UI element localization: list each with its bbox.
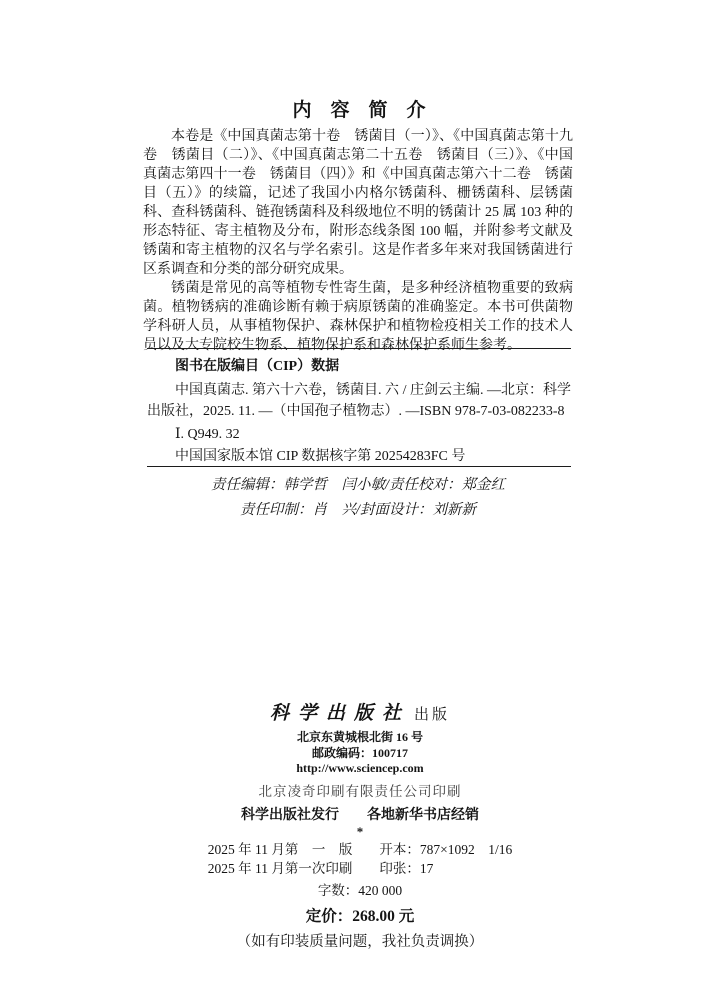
printing-sheets-line: 2025 年 11 月第一次印刷 印张：17 xyxy=(207,860,434,876)
cip-entry: 中国真菌志. 第六十六卷，锈菌目. 六 / 庄剑云主编. —北京：科学出版社，2025. 11. —（中国孢子植物志）. —ISBN 978-7-03-082233-8 xyxy=(147,383,571,419)
publisher-line xyxy=(0,698,720,725)
cip-record-number: 中国国家版本馆 CIP 数据核字第 20254283FC 号 xyxy=(175,449,466,464)
distribution-line: 科学出版社发行 各地新华书店经销 xyxy=(241,807,479,823)
price-line: 定价：268.00 元 xyxy=(305,907,415,925)
edition-format-line: 2025 年 11 月第 一 版 开本：787×1092 1/16 xyxy=(207,841,513,857)
quality-notice: （如有印装质量问题，我社负责调换） xyxy=(236,933,484,950)
printer-line: 北京凌奇印刷有限责任公司印刷 xyxy=(258,783,462,799)
staff-print-design-line: 责任印制：肖 兴/封面设计：刘新新 xyxy=(239,502,477,518)
intro-title: 内 容 简 介 xyxy=(292,100,426,121)
colophon xyxy=(0,698,720,951)
publisher-postcode: 邮政编码：100717 xyxy=(311,745,408,760)
word-count-line: 字数：420 000 xyxy=(317,882,403,898)
intro-paragraph-2: 锈菌是常见的高等植物专性寄生菌，是多种经济植物重要的致病菌。植物锈病的准确诊断有赖于病原锈菌的准确鉴定。本书可供菌物学科研人员，从事植物保护、森林保护和植物检疫相关工作的技术人员以及大专院校生物系、植物保护系和森林保护系师生参考。 xyxy=(143,281,573,353)
publisher-suffix: 出版 xyxy=(414,707,451,723)
cip-heading: 图书在版编目（CIP）数据 xyxy=(175,359,340,374)
publisher-logo-text: 科学出版社 xyxy=(269,703,410,724)
publisher-address: 北京东黄城根北街 16 号 xyxy=(296,730,423,744)
staff-editors-line: 责任编辑：韩学哲 闫小敏/责任校对：郑金红 xyxy=(210,477,506,493)
cip-section xyxy=(147,348,571,467)
intro-paragraph-1: 本卷是《中国真菌志第十卷 锈菌目（一）》、《中国真菌志第十九卷 锈菌目（二）》、《中国真菌志第二十五卷 锈菌目（三）》、《中国真菌志第四十一卷 锈菌目（四）》和《中国真菌志第六十二卷 锈菌目（五）》的续篇，记述了我国小内格尔锈菌科、栅锈菌科、层锈菌科、查科锈菌科、链孢锈菌科及科级地位不明的锈菌计 25 属 103 种的形态特征、寄主植物及分布，附形态线条图 100 幅，并附参考文献及锈菌和寄主植物的汉名与学名索引。这是作者多年来对我国锈菌进行区系调查和分类的部分研究成果。 xyxy=(143,129,573,277)
intro-body xyxy=(143,127,573,355)
publisher-website: http://www.sciencep.com xyxy=(296,761,424,775)
staff-credits xyxy=(143,473,573,523)
print-details xyxy=(0,840,720,878)
cip-classification: Ⅰ. Q949. 32 xyxy=(175,427,240,442)
separator-star: * xyxy=(356,823,364,839)
